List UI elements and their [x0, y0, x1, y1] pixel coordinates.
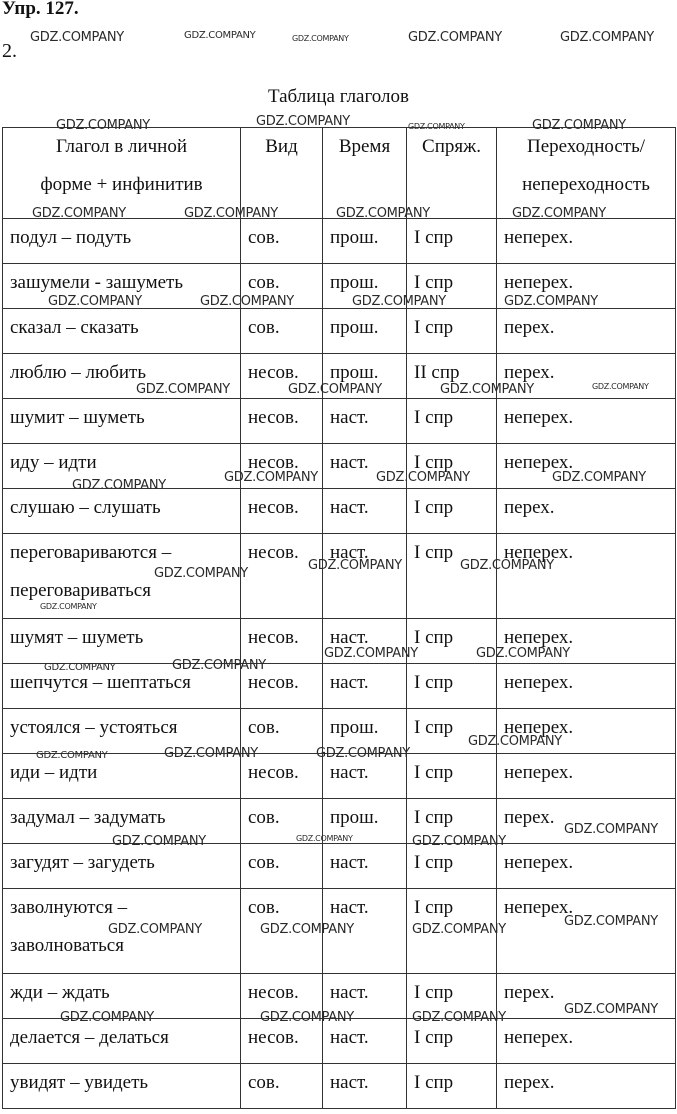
watermark: GDZ.COMPANY [184, 206, 278, 221]
conjugation-cell: I спр [407, 844, 497, 889]
aspect-cell: несов. [241, 974, 323, 1019]
aspect-cell: сов. [241, 799, 323, 844]
verb-cell: заволнуются – заволноваться [3, 889, 241, 974]
transitivity-cell: неперех. [497, 664, 676, 709]
table-row [3, 534, 676, 619]
watermark: GDZ.COMPANY [112, 834, 206, 849]
watermark: GDZ.COMPANY [30, 30, 124, 45]
watermark: GDZ.COMPANY [552, 470, 646, 485]
conjugation-cell: I спр [407, 219, 497, 264]
aspect-cell: сов. [241, 309, 323, 354]
verb-cell: шепчутся – шептаться [3, 664, 241, 709]
aspect-cell: несов. [241, 399, 323, 444]
transitivity-cell: неперех. [497, 534, 676, 619]
watermark: GDZ.COMPANY [532, 118, 626, 133]
watermark: GDZ.COMPANY [172, 658, 266, 673]
table-row [3, 709, 676, 754]
tense-cell: наст. [323, 754, 407, 799]
tense-cell: наст. [323, 1064, 407, 1109]
tense-cell: наст. [323, 489, 407, 534]
transitivity-cell: неперех. [497, 889, 676, 974]
transitivity-cell: неперех. [497, 264, 676, 309]
table-row [3, 799, 676, 844]
watermark: GDZ.COMPANY [460, 558, 554, 573]
table-row [3, 664, 676, 709]
verb-cell: зашумели - зашуметь [3, 264, 241, 309]
tense-cell: прош. [323, 309, 407, 354]
transitivity-cell: перех. [497, 354, 676, 399]
aspect-cell: сов. [241, 844, 323, 889]
conjugation-cell: I спр [407, 799, 497, 844]
watermark: GDZ.COMPANY [260, 922, 354, 937]
aspect-cell: несов. [241, 754, 323, 799]
table-row [3, 754, 676, 799]
watermark: GDZ.COMPANY [376, 470, 470, 485]
conjugation-cell: I спр [407, 444, 497, 489]
watermark: GDZ.COMPANY [308, 558, 402, 573]
watermark: GDZ.COMPANY [316, 746, 410, 761]
tense-cell: прош. [323, 219, 407, 264]
watermark: GDZ.COMPANY [136, 382, 230, 397]
verb-table [2, 127, 676, 1109]
verb-cell: подул – подуть [3, 219, 241, 264]
watermark: GDZ.COMPANY [564, 1002, 658, 1017]
column-header-tense: Время [323, 128, 407, 219]
tense-cell: наст. [323, 844, 407, 889]
tense-cell: наст. [323, 399, 407, 444]
aspect-cell: несов. [241, 489, 323, 534]
aspect-cell: несов. [241, 619, 323, 664]
transitivity-cell: неперех. [497, 219, 676, 264]
table-row [3, 844, 676, 889]
aspect-cell: несов. [241, 664, 323, 709]
watermark: GDZ.COMPANY [408, 122, 465, 131]
table-row [3, 1019, 676, 1064]
watermark: GDZ.COMPANY [504, 294, 598, 309]
column-header-transitivity-line1: Переходность/ [526, 136, 646, 157]
table-row [3, 974, 676, 1019]
watermark: GDZ.COMPANY [164, 746, 258, 761]
table-row [3, 399, 676, 444]
conjugation-cell: I спр [407, 664, 497, 709]
table-row [3, 354, 676, 399]
watermark: GDZ.COMPANY [352, 294, 446, 309]
conjugation-cell: II спр [407, 354, 497, 399]
watermark: GDZ.COMPANY [296, 834, 353, 843]
transitivity-cell: неперех. [497, 709, 676, 754]
verb-cell: устоялся – устояться [3, 709, 241, 754]
watermark: GDZ.COMPANY [56, 118, 150, 133]
conjugation-cell: I спр [407, 399, 497, 444]
verb-cell: переговариваются – переговариваться [3, 534, 241, 619]
conjugation-cell: I спр [407, 489, 497, 534]
conjugation-cell: I спр [407, 1019, 497, 1064]
verb-cell: иду – идти [3, 444, 241, 489]
table-row [3, 889, 676, 974]
watermark: GDZ.COMPANY [468, 734, 562, 749]
column-header-verb-line1: Глагол в личной [55, 136, 188, 157]
watermark: GDZ.COMPANY [256, 114, 350, 129]
watermark: GDZ.COMPANY [288, 382, 382, 397]
transitivity-cell: перех. [497, 799, 676, 844]
tense-cell: прош. [323, 799, 407, 844]
conjugation-cell: I спр [407, 619, 497, 664]
watermark: GDZ.COMPANY [324, 646, 418, 661]
column-header-conjugation: Спряж. [407, 128, 497, 219]
conjugation-cell: I спр [407, 889, 497, 974]
transitivity-cell: неперех. [497, 444, 676, 489]
tense-cell: наст. [323, 974, 407, 1019]
watermark: GDZ.COMPANY [564, 822, 658, 837]
verb-cell: задумал – задумать [3, 799, 241, 844]
transitivity-cell: неперех. [497, 844, 676, 889]
exercise-heading: Упр. 127. [2, 0, 79, 19]
table-body [3, 219, 676, 1109]
aspect-cell: несов. [241, 1019, 323, 1064]
watermark: GDZ.COMPANY [292, 34, 349, 43]
watermark: GDZ.COMPANY [512, 206, 606, 221]
table-row [3, 444, 676, 489]
watermark: GDZ.COMPANY [440, 382, 534, 397]
tense-cell: прош. [323, 709, 407, 754]
table-row [3, 219, 676, 264]
tense-cell: наст. [323, 889, 407, 974]
verb-cell: жди – ждать [3, 974, 241, 1019]
verb-cell: люблю – любить [3, 354, 241, 399]
conjugation-cell: I спр [407, 974, 497, 1019]
verb-cell: загудят – загудеть [3, 844, 241, 889]
transitivity-cell: перех. [497, 1064, 676, 1109]
column-header-verb [3, 128, 241, 219]
watermark: GDZ.COMPANY [48, 294, 142, 309]
watermark: GDZ.COMPANY [40, 602, 97, 611]
watermark: GDZ.COMPANY [32, 206, 126, 221]
tense-cell: наст. [323, 534, 407, 619]
watermark: GDZ.COMPANY [44, 662, 116, 673]
watermark: GDZ.COMPANY [260, 1010, 354, 1025]
watermark: GDZ.COMPANY [560, 30, 654, 45]
watermark: GDZ.COMPANY [476, 646, 570, 661]
table-row [3, 1064, 676, 1109]
transitivity-cell: неперех. [497, 399, 676, 444]
tense-cell: прош. [323, 354, 407, 399]
watermark: GDZ.COMPANY [408, 30, 502, 45]
transitivity-cell: неперех. [497, 1019, 676, 1064]
watermark: GDZ.COMPANY [592, 382, 649, 391]
conjugation-cell: I спр [407, 1064, 497, 1109]
tense-cell: прош. [323, 264, 407, 309]
watermark: GDZ.COMPANY [224, 470, 318, 485]
verb-cell: сказал – сказать [3, 309, 241, 354]
tense-cell: наст. [323, 444, 407, 489]
table-caption: Таблица глаголов [267, 86, 410, 107]
tense-cell: наст. [323, 1019, 407, 1064]
aspect-cell: сов. [241, 264, 323, 309]
aspect-cell: сов. [241, 219, 323, 264]
conjugation-cell: I спр [407, 709, 497, 754]
watermark: GDZ.COMPANY [412, 834, 506, 849]
transitivity-cell: перех. [497, 309, 676, 354]
watermark: GDZ.COMPANY [72, 478, 166, 493]
watermark: GDZ.COMPANY [412, 922, 506, 937]
verb-cell: шумит – шуметь [3, 399, 241, 444]
watermark: GDZ.COMPANY [108, 922, 202, 937]
column-header-aspect: Вид [241, 128, 323, 219]
watermark: GDZ.COMPANY [154, 566, 248, 581]
column-header-transitivity-line2: непереходность [522, 174, 650, 195]
table-row [3, 489, 676, 534]
aspect-cell: сов. [241, 709, 323, 754]
verb-cell: шумят – шуметь [3, 619, 241, 664]
subtask-number: 2. [2, 40, 17, 62]
table-row [3, 309, 676, 354]
verb-cell: иди – идти [3, 754, 241, 799]
watermark: GDZ.COMPANY [36, 750, 108, 761]
table-row [3, 264, 676, 309]
watermark: GDZ.COMPANY [200, 294, 294, 309]
aspect-cell: несов. [241, 444, 323, 489]
table-row [3, 619, 676, 664]
aspect-cell: сов. [241, 889, 323, 974]
transitivity-cell: неперех. [497, 619, 676, 664]
column-header-transitivity [497, 128, 676, 219]
transitivity-cell: перех. [497, 974, 676, 1019]
aspect-cell: несов. [241, 354, 323, 399]
tense-cell: наст. [323, 619, 407, 664]
conjugation-cell: I спр [407, 264, 497, 309]
transitivity-cell: неперех. [497, 754, 676, 799]
watermark: GDZ.COMPANY [564, 914, 658, 929]
watermark: GDZ.COMPANY [412, 1010, 506, 1025]
watermark: GDZ.COMPANY [60, 1010, 154, 1025]
verb-cell: делается – делаться [3, 1019, 241, 1064]
aspect-cell: сов. [241, 1064, 323, 1109]
transitivity-cell: перех. [497, 489, 676, 534]
aspect-cell: несов. [241, 534, 323, 619]
conjugation-cell: I спр [407, 534, 497, 619]
verb-cell: слушаю – слушать [3, 489, 241, 534]
watermark: GDZ.COMPANY [184, 30, 256, 41]
watermark: GDZ.COMPANY [336, 206, 430, 221]
conjugation-cell: I спр [407, 309, 497, 354]
verb-cell: увидят – увидеть [3, 1064, 241, 1109]
table-header-row [3, 128, 676, 219]
tense-cell: наст. [323, 664, 407, 709]
conjugation-cell: I спр [407, 754, 497, 799]
column-header-verb-line2: форме + инфинитив [40, 174, 203, 195]
